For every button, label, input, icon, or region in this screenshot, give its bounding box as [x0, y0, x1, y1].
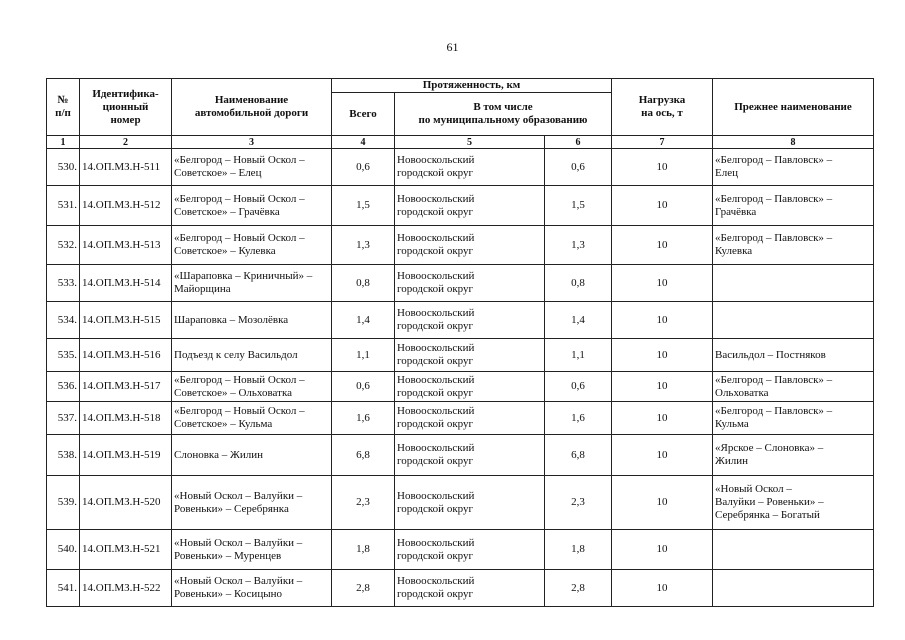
- length-municipality: 1,6: [545, 402, 612, 435]
- municipality: Новооскольский городской округ: [395, 339, 545, 372]
- road-id: 14.ОП.МЗ.Н-512: [80, 186, 172, 226]
- axle-load: 10: [612, 372, 713, 402]
- axle-load: 10: [612, 186, 713, 226]
- length-total: 1,1: [332, 339, 395, 372]
- axle-load: 10: [612, 302, 713, 339]
- previous-name: «Белгород – Павловск» – Кульма: [713, 402, 874, 435]
- previous-name: «Белгород – Павловск» – Кулевка: [713, 226, 874, 265]
- length-total: 1,5: [332, 186, 395, 226]
- axle-load: 10: [612, 265, 713, 302]
- previous-name: «Новый Оскол – Валуйки – Ровеньки» – Серебрянка – Богатый: [713, 476, 874, 530]
- road-id: 14.ОП.МЗ.Н-511: [80, 149, 172, 186]
- roads-table: [46, 78, 874, 607]
- header-load: Нагрузка на ось, т: [612, 79, 713, 136]
- row-number: 537.: [47, 402, 80, 435]
- length-municipality: 6,8: [545, 435, 612, 476]
- table-row: [47, 302, 874, 339]
- length-total: 2,8: [332, 570, 395, 607]
- length-total: 1,4: [332, 302, 395, 339]
- row-number: 541.: [47, 570, 80, 607]
- row-number: 538.: [47, 435, 80, 476]
- road-name: «Шараповка – Криничный» – Майорщина: [172, 265, 332, 302]
- previous-name: «Белгород – Павловск» – Грачёвка: [713, 186, 874, 226]
- length-municipality: 2,8: [545, 570, 612, 607]
- road-name: «Белгород – Новый Оскол – Советское» – Кулевка: [172, 226, 332, 265]
- road-name: «Белгород – Новый Оскол – Советское» – Кульма: [172, 402, 332, 435]
- table-row: [47, 435, 874, 476]
- previous-name: Васильдол – Постняков: [713, 339, 874, 372]
- column-number-row: [47, 136, 874, 149]
- length-municipality: 1,1: [545, 339, 612, 372]
- length-total: 1,3: [332, 226, 395, 265]
- row-number: 535.: [47, 339, 80, 372]
- previous-name: [713, 570, 874, 607]
- road-id: 14.ОП.МЗ.Н-515: [80, 302, 172, 339]
- length-total: 0,6: [332, 149, 395, 186]
- col-number: 4: [332, 136, 395, 149]
- previous-name: [713, 302, 874, 339]
- axle-load: 10: [612, 476, 713, 530]
- table-row: [47, 530, 874, 570]
- length-municipality: 0,6: [545, 372, 612, 402]
- header-prev: Прежнее наименование: [713, 79, 874, 136]
- table-row: [47, 570, 874, 607]
- road-name: «Новый Оскол – Валуйки – Ровеньки» – Косицыно: [172, 570, 332, 607]
- col-number: 3: [172, 136, 332, 149]
- road-id: 14.ОП.МЗ.Н-513: [80, 226, 172, 265]
- row-number: 536.: [47, 372, 80, 402]
- length-municipality: 0,6: [545, 149, 612, 186]
- axle-load: 10: [612, 226, 713, 265]
- row-number: 530.: [47, 149, 80, 186]
- header-num: № п/п: [47, 79, 80, 136]
- municipality: Новооскольский городской округ: [395, 265, 545, 302]
- previous-name: «Белгород – Павловск» – Елец: [713, 149, 874, 186]
- table-header: [47, 79, 874, 149]
- length-municipality: 1,8: [545, 530, 612, 570]
- table-row: [47, 149, 874, 186]
- table-row: [47, 372, 874, 402]
- table-row: [47, 186, 874, 226]
- row-number: 531.: [47, 186, 80, 226]
- length-total: 0,8: [332, 265, 395, 302]
- road-name: «Новый Оскол – Валуйки – Ровеньки» – Серебрянка: [172, 476, 332, 530]
- table-row: [47, 476, 874, 530]
- road-id: 14.ОП.МЗ.Н-518: [80, 402, 172, 435]
- length-total: 6,8: [332, 435, 395, 476]
- row-number: 534.: [47, 302, 80, 339]
- header-id: Идентифика- ционный номер: [80, 79, 172, 136]
- row-number: 540.: [47, 530, 80, 570]
- road-id: 14.ОП.МЗ.Н-516: [80, 339, 172, 372]
- length-municipality: 1,3: [545, 226, 612, 265]
- road-id: 14.ОП.МЗ.Н-517: [80, 372, 172, 402]
- col-number: 5: [395, 136, 545, 149]
- municipality: Новооскольский городской округ: [395, 149, 545, 186]
- axle-load: 10: [612, 339, 713, 372]
- road-name: Слоновка – Жилин: [172, 435, 332, 476]
- road-name: Шараповка – Мозолёвка: [172, 302, 332, 339]
- municipality: Новооскольский городской округ: [395, 302, 545, 339]
- table-row: [47, 226, 874, 265]
- length-total: 0,6: [332, 372, 395, 402]
- header-name: Наименование автомобильной дороги: [172, 79, 332, 136]
- road-id: 14.ОП.МЗ.Н-521: [80, 530, 172, 570]
- previous-name: [713, 265, 874, 302]
- previous-name: [713, 530, 874, 570]
- table-row: [47, 265, 874, 302]
- municipality: Новооскольский городской округ: [395, 476, 545, 530]
- row-number: 533.: [47, 265, 80, 302]
- road-id: 14.ОП.МЗ.Н-514: [80, 265, 172, 302]
- municipality: Новооскольский городской округ: [395, 570, 545, 607]
- header-total: Всего: [332, 93, 395, 136]
- previous-name: «Белгород – Павловск» – Ольховатка: [713, 372, 874, 402]
- col-number: 2: [80, 136, 172, 149]
- municipality: Новооскольский городской округ: [395, 530, 545, 570]
- row-number: 539.: [47, 476, 80, 530]
- table-body: [47, 149, 874, 607]
- road-name: «Белгород – Новый Оскол – Советское» – Ольховатка: [172, 372, 332, 402]
- length-municipality: 1,4: [545, 302, 612, 339]
- page-number: 61: [446, 40, 459, 54]
- municipality: Новооскольский городской округ: [395, 186, 545, 226]
- col-number: 8: [713, 136, 874, 149]
- previous-name: «Ярское – Слоновка» – Жилин: [713, 435, 874, 476]
- header-incl: В том числе по муниципальному образованию: [395, 93, 612, 136]
- length-total: 1,6: [332, 402, 395, 435]
- road-name: «Белгород – Новый Оскол – Советское» – Елец: [172, 149, 332, 186]
- header-length: Протяженность, км: [332, 79, 612, 93]
- axle-load: 10: [612, 149, 713, 186]
- road-name: Подъезд к селу Васильдол: [172, 339, 332, 372]
- axle-load: 10: [612, 570, 713, 607]
- municipality: Новооскольский городской округ: [395, 402, 545, 435]
- road-name: «Новый Оскол – Валуйки – Ровеньки» – Муренцев: [172, 530, 332, 570]
- row-number: 532.: [47, 226, 80, 265]
- col-number: 6: [545, 136, 612, 149]
- road-id: 14.ОП.МЗ.Н-520: [80, 476, 172, 530]
- length-total: 1,8: [332, 530, 395, 570]
- col-number: 7: [612, 136, 713, 149]
- length-municipality: 1,5: [545, 186, 612, 226]
- municipality: Новооскольский городской округ: [395, 372, 545, 402]
- municipality: Новооскольский городской округ: [395, 435, 545, 476]
- road-id: 14.ОП.МЗ.Н-522: [80, 570, 172, 607]
- col-number: 1: [47, 136, 80, 149]
- axle-load: 10: [612, 402, 713, 435]
- axle-load: 10: [612, 530, 713, 570]
- table-row: [47, 339, 874, 372]
- length-municipality: 2,3: [545, 476, 612, 530]
- road-name: «Белгород – Новый Оскол – Советское» – Грачёвка: [172, 186, 332, 226]
- length-municipality: 0,8: [545, 265, 612, 302]
- table-row: [47, 402, 874, 435]
- road-id: 14.ОП.МЗ.Н-519: [80, 435, 172, 476]
- length-total: 2,3: [332, 476, 395, 530]
- axle-load: 10: [612, 435, 713, 476]
- municipality: Новооскольский городской округ: [395, 226, 545, 265]
